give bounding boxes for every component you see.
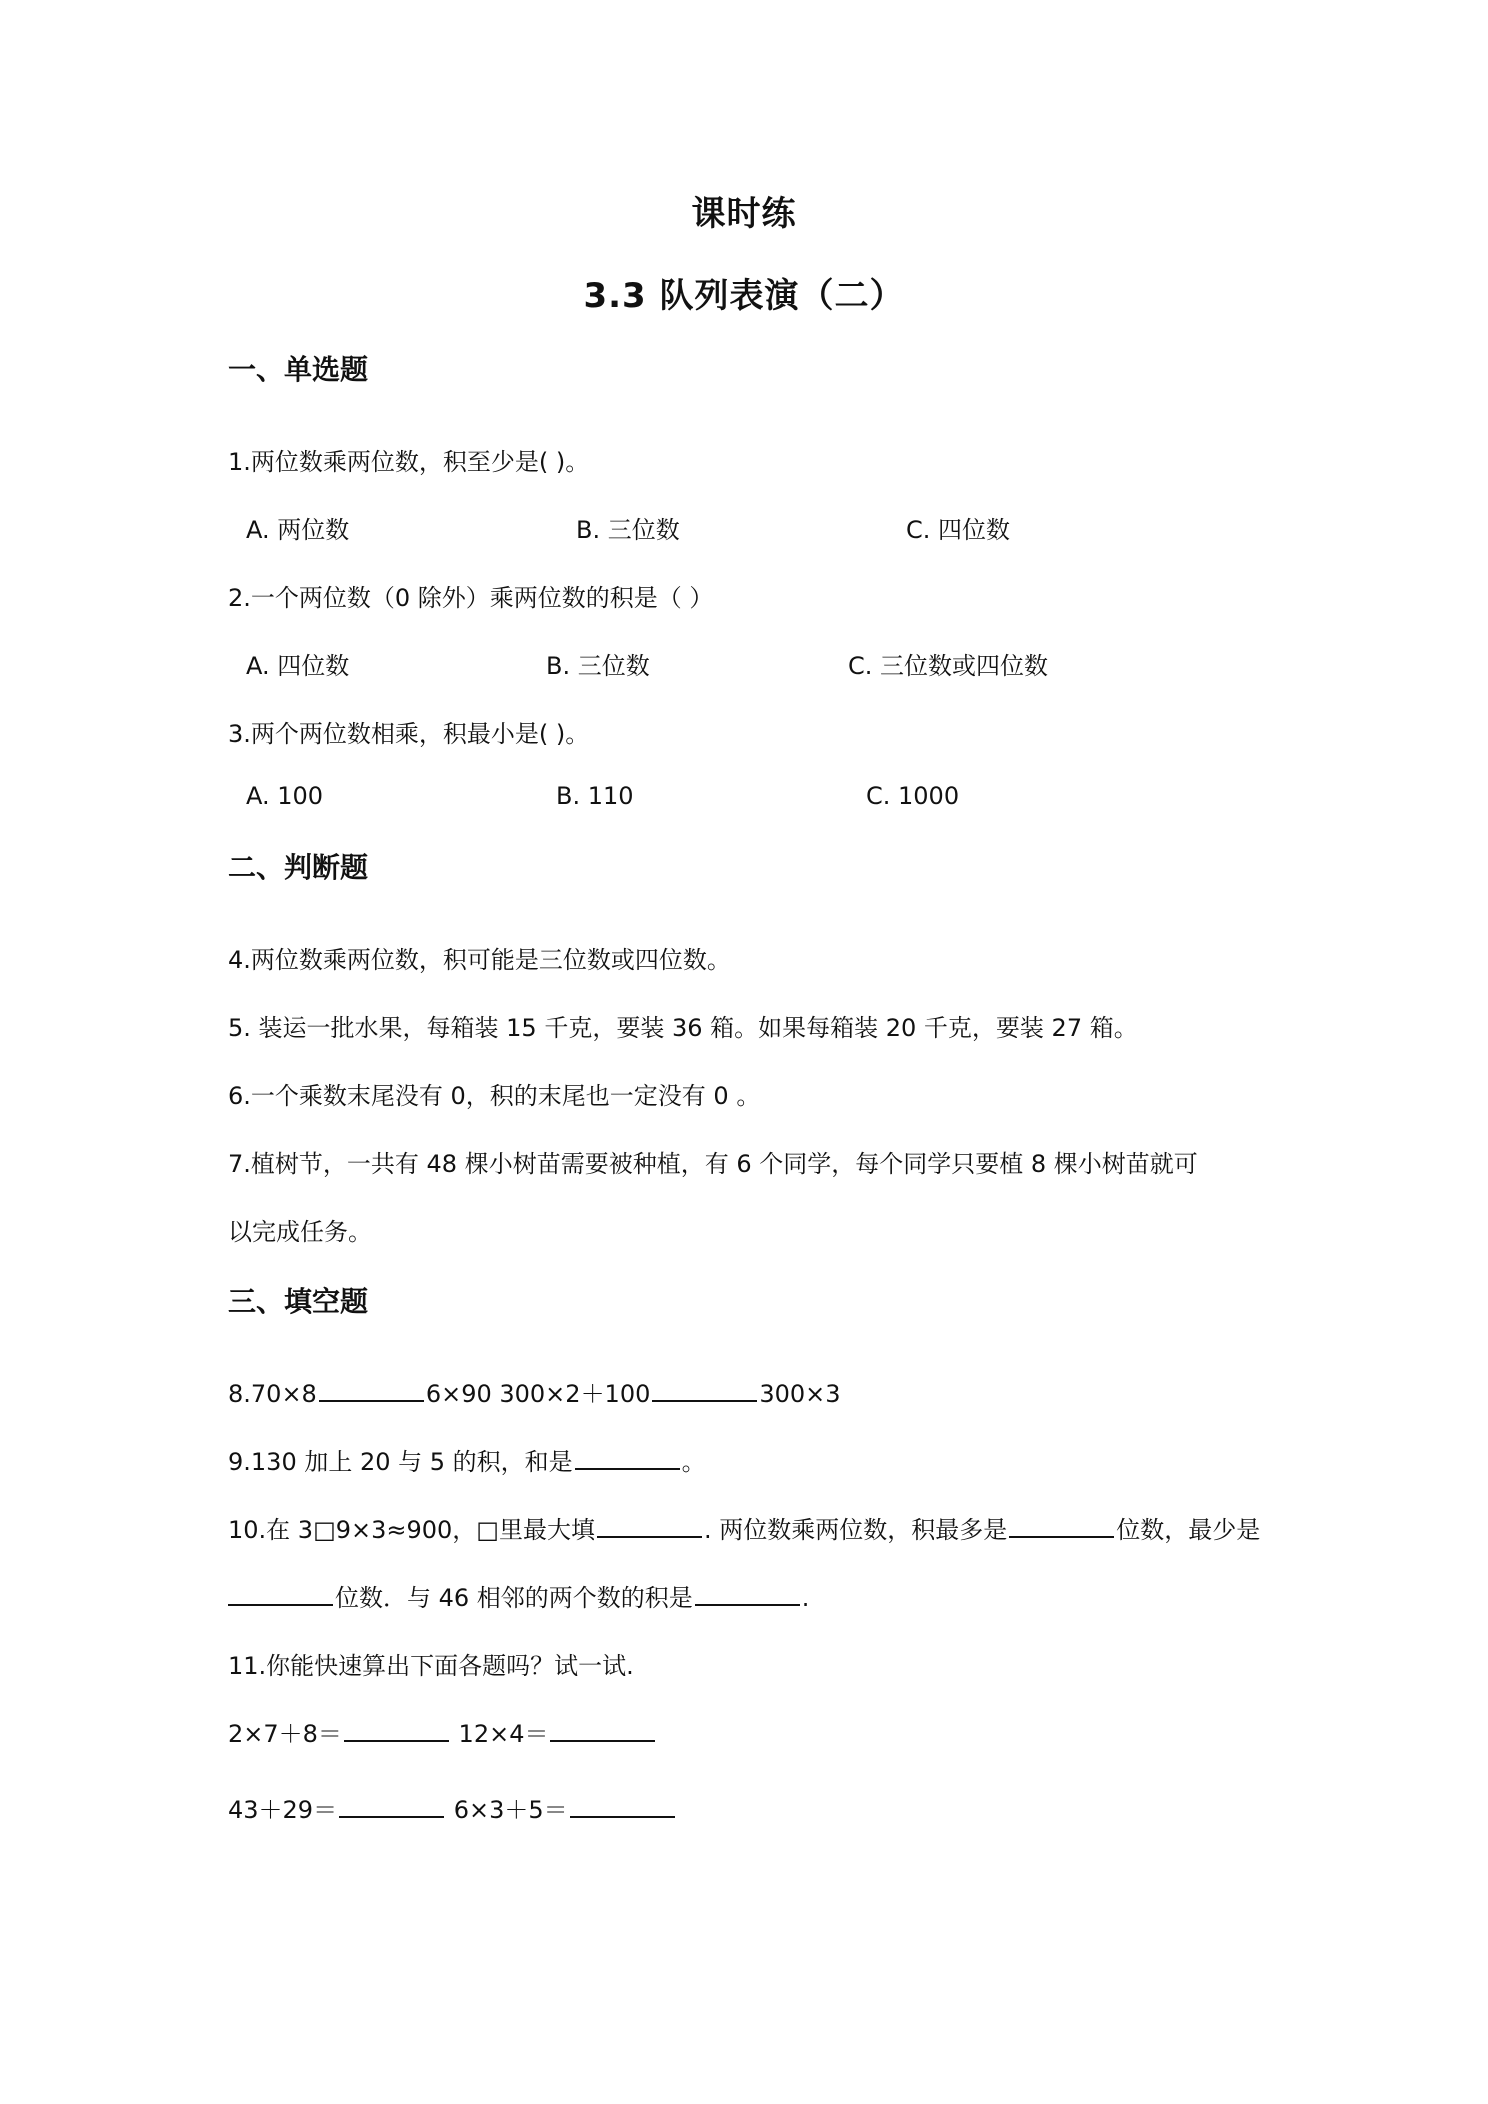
question-10-line-2: [228, 1578, 809, 1613]
question-11-expr-4: 6×3＋5＝: [446, 1796, 568, 1824]
question-11-expr-3: 43＋29＝: [228, 1796, 338, 1824]
question-11-expr-1: 2×7＋8＝: [228, 1720, 342, 1748]
question-10-part-b: . 两位数乘两位数，积最多是: [703, 1516, 1008, 1544]
question-8-part-b: 6×90 300×2＋100: [425, 1380, 651, 1408]
question-7-line-2: 以完成任务。: [228, 1218, 372, 1246]
question-3-option-c[interactable]: C. 1000: [866, 782, 960, 810]
question-4: 4.两位数乘两位数，积可能是三位数或四位数。: [228, 946, 731, 974]
answer-blank[interactable]: [597, 1516, 702, 1538]
answer-blank[interactable]: [339, 1796, 444, 1818]
question-10-part-d: 位数．与 46 相邻的两个数的积是: [335, 1584, 693, 1612]
question-1-option-a[interactable]: A. 两位数: [246, 516, 350, 544]
question-7-line-1: 7.植树节，一共有 48 棵小树苗需要被种植，有 6 个同学，每个同学只要植 8 棵小树苗就可: [228, 1150, 1198, 1178]
answer-blank[interactable]: [575, 1448, 680, 1470]
question-6: 6.一个乘数末尾没有 0，积的末尾也一定没有 0 。: [228, 1082, 761, 1110]
question-8-part-c: 300×3: [759, 1380, 841, 1408]
question-3-stem: 3.两个两位数相乘，积最小是( )。: [228, 720, 590, 748]
section-title-single-choice: 一、单选题: [228, 353, 369, 386]
question-8: [228, 1374, 841, 1409]
answer-blank[interactable]: [228, 1584, 333, 1606]
page-title: 课时练: [691, 194, 797, 234]
question-8-part-a: 8.70×8: [228, 1380, 317, 1408]
answer-blank[interactable]: [344, 1720, 449, 1742]
question-2-option-b[interactable]: B. 三位数: [546, 652, 650, 680]
question-11-expr-2: 12×4＝: [450, 1720, 549, 1748]
question-11-stem: 11.你能快速算出下面各题吗？试一试.: [228, 1652, 634, 1680]
question-10-part-e: .: [801, 1584, 810, 1612]
question-11-row-2: [228, 1790, 677, 1825]
answer-blank[interactable]: [1009, 1516, 1114, 1538]
page-subtitle: 3.3 队列表演（二）: [583, 276, 905, 316]
question-9-part-a: 9.130 加上 20 与 5 的积，和是: [228, 1448, 573, 1476]
question-9: [228, 1442, 706, 1477]
question-10-line-1: [228, 1510, 1260, 1545]
section-title-fill-blank: 三、填空题: [228, 1285, 369, 1318]
question-10-part-c: 位数，最少是: [1116, 1516, 1261, 1544]
question-1-option-b[interactable]: B. 三位数: [576, 516, 680, 544]
question-3-option-a[interactable]: A. 100: [246, 782, 324, 810]
question-5: 5. 装运一批水果，每箱装 15 千克，要装 36 箱。如果每箱装 20 千克，要装 27 箱。: [228, 1014, 1138, 1042]
question-1-stem: 1.两位数乘两位数，积至少是( )。: [228, 448, 590, 476]
question-2-option-a[interactable]: A. 四位数: [246, 652, 350, 680]
question-2-stem: 2.一个两位数（0 除外）乘两位数的积是（ ）: [228, 584, 714, 612]
answer-blank[interactable]: [570, 1796, 675, 1818]
question-3-option-b[interactable]: B. 110: [556, 782, 634, 810]
question-9-part-b: 。: [681, 1448, 706, 1476]
answer-blank[interactable]: [652, 1380, 757, 1402]
section-title-judgement: 二、判断题: [228, 851, 369, 884]
question-11-row-1: [228, 1714, 657, 1749]
answer-blank[interactable]: [695, 1584, 800, 1606]
answer-blank[interactable]: [550, 1720, 655, 1742]
question-1-option-c[interactable]: C. 四位数: [906, 516, 1011, 544]
question-2-option-c[interactable]: C. 三位数或四位数: [848, 652, 1049, 680]
answer-blank[interactable]: [319, 1380, 424, 1402]
question-10-part-a: 10.在 3□9×3≈900，□里最大填: [228, 1516, 595, 1544]
